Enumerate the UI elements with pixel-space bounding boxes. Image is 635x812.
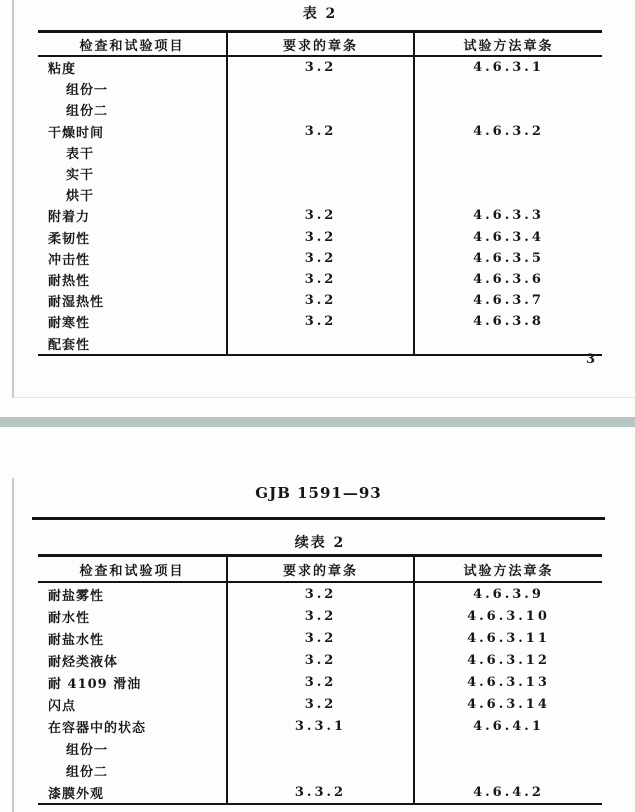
item-cell: 组份二 [66,104,109,120]
item-cell: 组份一 [66,83,109,99]
item-cell: 干燥时间 [48,125,105,141]
method-cell: 4.6.3.12 [414,649,602,671]
column-header-item: 检查和试验项目 [38,556,227,583]
continued-table-caption: 续表 2 [294,535,346,551]
method-cell: 4.6.3.2 [414,121,602,142]
item-cell: 漆膜外观 [38,781,227,804]
req-cell: 3.2 [227,671,414,693]
method-cell: 4.6.4.1 [414,715,602,737]
item-cell: 闪点 [48,698,77,714]
method-cell [414,737,602,759]
item-cell: 耐水性 [48,610,91,626]
table-row [38,627,602,649]
table-row [38,582,602,605]
document-number-heading: GJB 1591—93 [255,484,382,502]
item-cell: 耐湿热性 [48,295,105,311]
req-cell: 3.2 [227,311,414,332]
method-cell [414,78,602,99]
table-header-row [38,32,602,57]
table-row [38,693,602,715]
scanned-page-2 [12,478,635,812]
method-cell: 4.6.3.6 [414,269,602,290]
table-row [38,56,602,78]
table-row [38,269,602,290]
item-cell: 烘干 [66,189,95,205]
req-cell: 3.2 [227,121,414,142]
inspection-test-table [38,30,602,356]
table-row [38,184,602,205]
inspection-test-table-continued [38,554,602,805]
req-cell: 3.2 [227,56,414,78]
method-cell: 4.6.3.1 [414,56,602,78]
table-row [38,121,602,142]
method-cell: 4.6.3.13 [414,671,602,693]
method-cell: 4.6.3.10 [414,605,602,627]
req-cell: 3.2 [227,693,414,715]
method-cell [414,184,602,205]
method-cell: 4.6.3.4 [414,227,602,248]
req-cell [227,99,414,120]
table-row [38,290,602,311]
item-cell: 在容器中的状态 [48,720,147,736]
item-cell: 冲击性 [48,252,91,268]
column-header-req: 要求的章条 [227,32,414,57]
req-cell: 3.2 [227,605,414,627]
method-cell: 4.6.3.5 [414,248,602,269]
req-cell [227,759,414,781]
table-row [38,205,602,226]
method-cell: 4.6.3.3 [414,205,602,226]
page-separator-band [0,417,635,427]
req-cell: 3.3.2 [227,781,414,804]
table-row [38,715,602,737]
column-header-method: 试验方法章条 [414,556,602,583]
req-cell [227,78,414,99]
table-row [38,78,602,99]
req-cell: 3.2 [227,582,414,605]
method-cell [414,99,602,120]
item-cell: 组份一 [66,742,109,758]
table-row [38,759,602,781]
req-cell [227,737,414,759]
req-cell [227,332,414,354]
req-cell [227,163,414,184]
table-row [38,99,602,120]
req-cell: 3.3.1 [227,715,414,737]
table-row [38,311,602,332]
item-cell: 耐 4109 滑油 [48,676,142,692]
req-cell: 3.2 [227,290,414,311]
table-header-row [38,556,602,583]
method-cell: 4.6.3.9 [414,582,602,605]
table-row [38,671,602,693]
method-cell [414,163,602,184]
column-header-item: 检查和试验项目 [38,32,227,57]
method-cell: 4.6.4.2 [414,781,602,804]
page-number: 3 [585,352,595,367]
table-row [38,142,602,163]
table-row [38,737,602,759]
scanned-page-1 [12,0,635,398]
item-cell: 配套性 [38,332,227,354]
method-cell [414,142,602,163]
method-cell [414,759,602,781]
item-cell: 表干 [66,146,95,162]
req-cell [227,184,414,205]
req-cell: 3.2 [227,205,414,226]
req-cell [227,142,414,163]
req-cell: 3.2 [227,227,414,248]
table-row [38,332,602,354]
method-cell: 4.6.3.8 [414,311,602,332]
req-cell: 3.2 [227,269,414,290]
column-header-method: 试验方法章条 [414,32,602,57]
req-cell: 3.2 [227,649,414,671]
table-caption: 表 2 [302,6,338,22]
table-row [38,163,602,184]
table-row [38,781,602,804]
item-cell: 附着力 [48,210,91,226]
column-header-req: 要求的章条 [227,556,414,583]
item-cell: 耐烃类液体 [48,654,119,670]
method-cell: 4.6.3.14 [414,693,602,715]
header-rule [32,517,605,520]
item-cell: 耐盐水性 [48,632,105,648]
item-cell: 耐盐雾性 [48,588,105,604]
item-cell: 柔韧性 [48,231,91,247]
req-cell: 3.2 [227,627,414,649]
item-cell: 实干 [66,168,95,184]
table-row [38,605,602,627]
method-cell [414,332,602,354]
method-cell: 4.6.3.7 [414,290,602,311]
table-row [38,649,602,671]
table-row [38,227,602,248]
item-cell: 耐热性 [48,273,91,289]
req-cell: 3.2 [227,248,414,269]
table-row [38,248,602,269]
item-cell: 组份二 [66,764,109,780]
item-cell: 耐寒性 [48,316,91,332]
method-cell: 4.6.3.11 [414,627,602,649]
item-cell: 粘度 [48,62,77,78]
